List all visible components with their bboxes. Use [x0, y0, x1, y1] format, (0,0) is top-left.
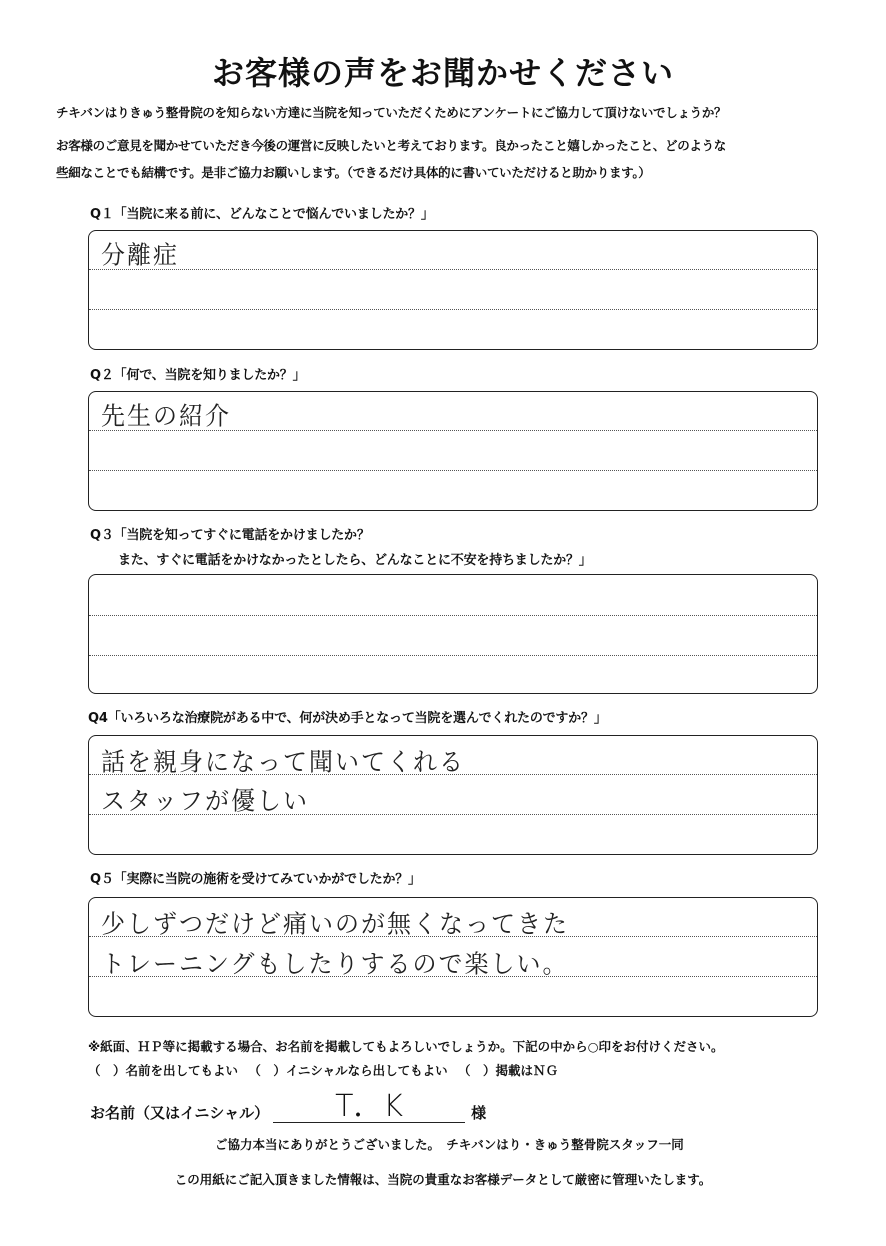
question-5-answer-box[interactable]	[88, 897, 818, 1017]
question-1-answer-line-1: 分離症	[101, 240, 179, 270]
question-2-label: Q２「何で、当院を知りましたか？」	[90, 368, 306, 383]
option-name-ok[interactable]: （ ）名前を出してもよい	[88, 1063, 239, 1078]
publish-note: ※紙面、ＨＰ等に掲載する場合、お名前を掲載してもよろしいでしょうか。下記の中から○印をお付けください。	[88, 1039, 724, 1054]
question-5-answer-line-1: 少しずつだけど痛いのが無くなってきた	[101, 909, 569, 939]
page-title: お客様の声をお聞かせください	[211, 54, 674, 92]
intro-line-1: チキバンはりきゅう整骨院のを知らない方達に当院を知っていただくためにアンケートにご協力して頂けないでしょうか？	[56, 105, 727, 120]
name-row	[90, 1089, 487, 1124]
question-4-answer-line-2: スタッフが優しい	[101, 786, 309, 816]
name-label: お名前（又はイニシャル）	[90, 1104, 270, 1122]
question-4-answer-box[interactable]	[88, 735, 818, 855]
question-2-answer-line-1: 先生の紹介	[101, 401, 231, 431]
ruled-line	[89, 470, 817, 471]
question-5-label: Q５「実際に当院の施術を受けてみていかがでしたか？」	[90, 872, 421, 887]
question-5-answer-line-2: トレーニングもしたりするので楽しい。	[101, 949, 569, 979]
question-3-label: Q３「当院を知ってすぐに電話をかけましたか？	[90, 528, 370, 543]
ruled-line	[89, 269, 817, 270]
question-4-label: Q4「いろいろな治療院がある中で、何が決め手となって当院を選んでくれたのですか？」	[88, 711, 607, 726]
privacy-footer: この用紙にご記入頂きました情報は、当院の貴重なお客様データとして厳密に管理いたします。	[174, 1172, 712, 1187]
question-2-answer-box[interactable]	[88, 391, 818, 511]
question-3-label-line-2: また、すぐに電話をかけなかったとしたら、どんなことに不安を持ちましたか？」	[118, 553, 592, 568]
question-1-label: Q１「当院に来る前に、どんなことで悩んでいましたか？」	[90, 207, 434, 222]
question-4-answer-line-1: 話を親身になって聞いてくれる	[101, 747, 465, 777]
name-field[interactable]: T．K	[273, 1092, 465, 1123]
intro-line-3: 些細なことでも結構です。是非ご協力お願いします。（できるだけ具体的に書いていただけると助かります。）	[56, 165, 651, 180]
intro-line-2: お客様のご意見を聞かせていただき今後の運営に反映したいと考えております。良かったこと嬉しかったこと、どのような	[56, 138, 727, 153]
question-3-answer-box[interactable]	[88, 574, 818, 694]
publish-options	[88, 1061, 558, 1079]
name-suffix: 様	[471, 1104, 487, 1122]
ruled-line	[89, 615, 817, 616]
option-publish-ng[interactable]: （ ）掲載はＮＧ	[458, 1063, 559, 1078]
ruled-line	[89, 309, 817, 310]
thanks-message: ご協力本当にありがとうございました。 チキバンはり・きゅう整骨院スタッフ一同	[215, 1137, 684, 1152]
option-initials-ok[interactable]: （ ）イニシャルなら出してもよい	[248, 1063, 448, 1078]
question-1-answer-box[interactable]	[88, 230, 818, 350]
ruled-line	[89, 655, 817, 656]
